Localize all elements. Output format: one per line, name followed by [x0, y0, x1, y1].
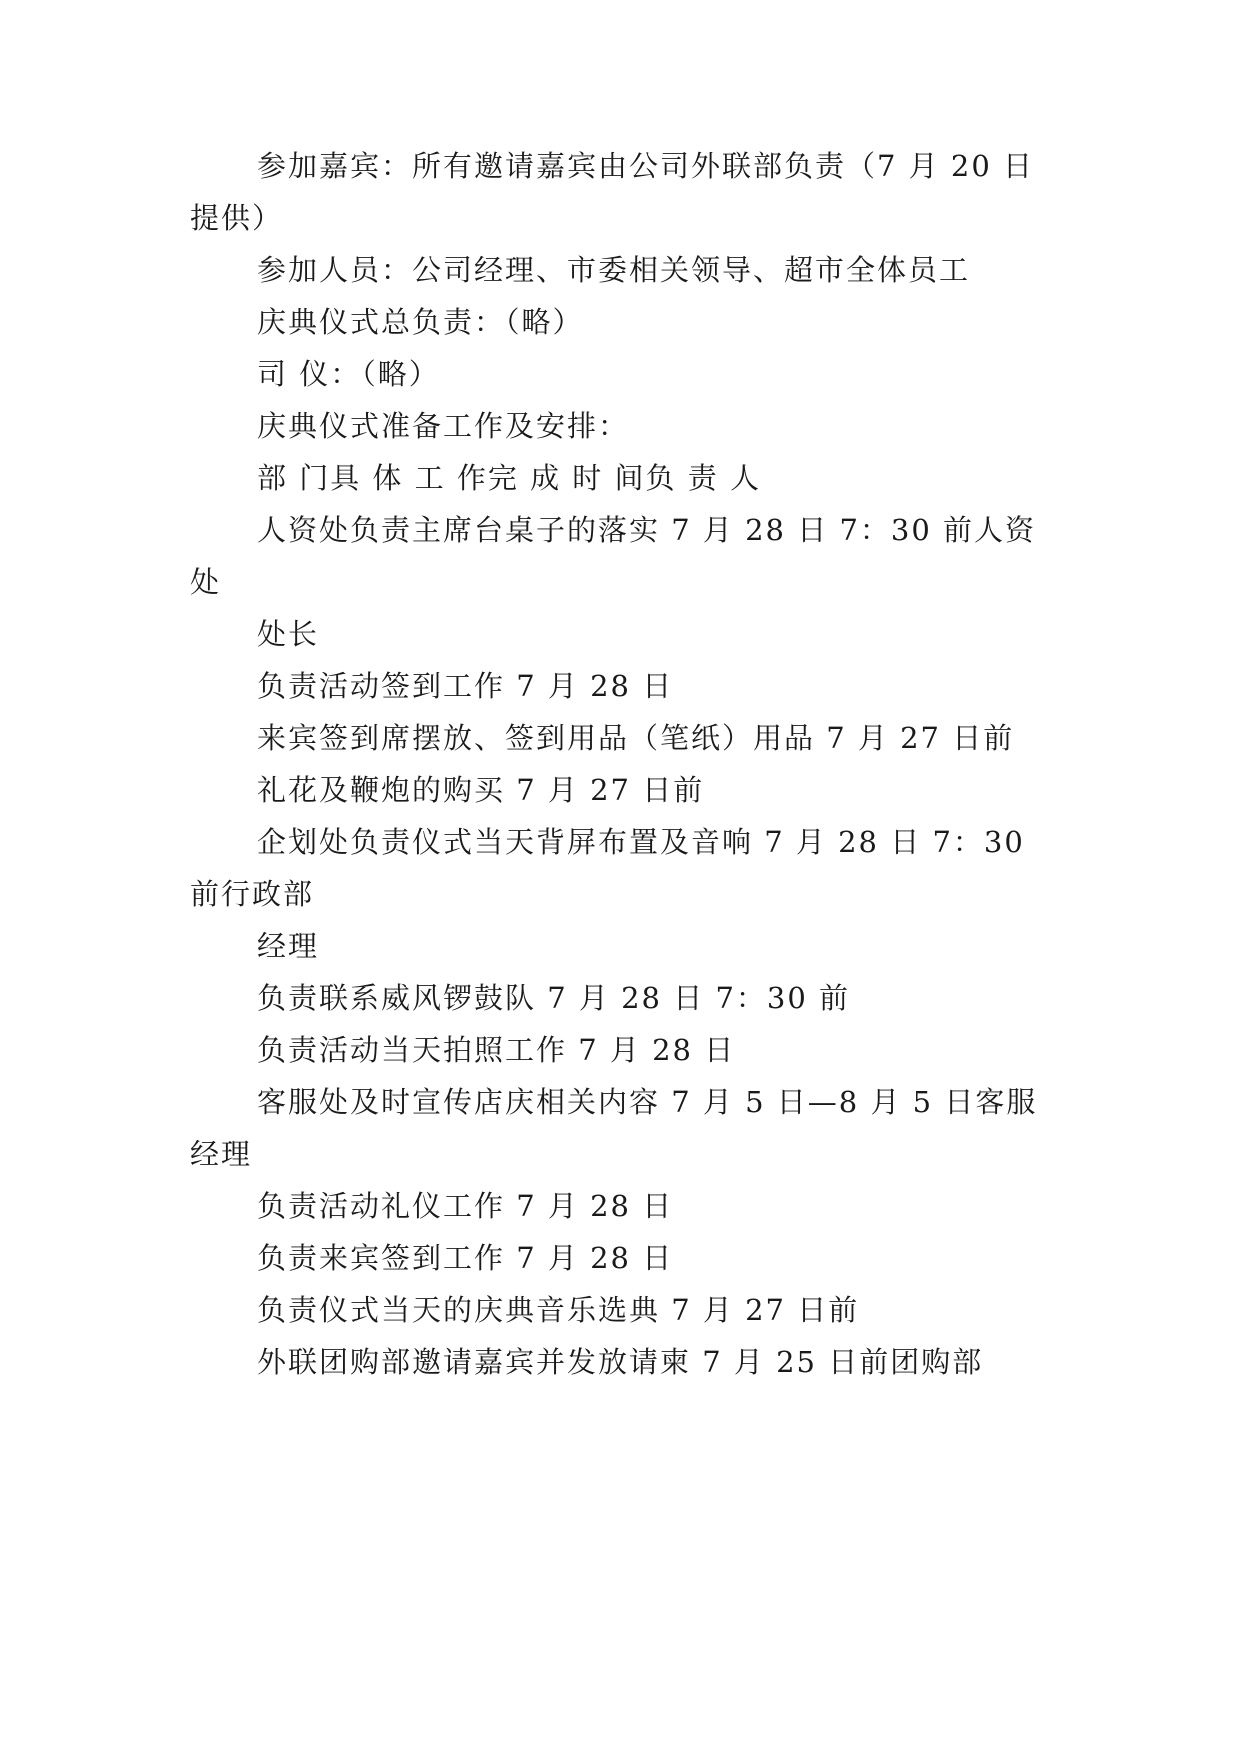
text-line-guest-signin: 负责来宾签到工作 7 月 28 日: [257, 1241, 674, 1275]
text-line-hr-task: 人资处负责主席台桌子的落实 7 月 28 日 7：30 前人资: [257, 513, 1037, 547]
text-line-guests-cont: 提供）: [190, 201, 284, 235]
text-line-signin-desk: 来宾签到席摆放、签到用品（笔纸）用品 7 月 27 日前: [257, 721, 1015, 755]
text-line-planning-task-cont: 前行政部: [190, 877, 315, 911]
text-line-customer-service-task: 客服处及时宣传店庆相关内容 7 月 5 日—8 月 5 日客服: [257, 1085, 1038, 1119]
text-line-ceremony-lead: 庆典仪式总负责：（略）: [257, 305, 584, 339]
text-line-customer-service-cont: 经理: [190, 1137, 253, 1171]
text-line-photography: 负责活动当天拍照工作 7 月 28 日: [257, 1033, 736, 1067]
text-line-drum-team: 负责联系威风锣鼓队 7 月 28 日 7：30 前: [257, 981, 851, 1015]
text-line-planning-task: 企划处负责仪式当天背屏布置及音响 7 月 28 日 7：30: [257, 825, 1025, 859]
text-line-signin-work: 负责活动签到工作 7 月 28 日: [257, 669, 674, 703]
text-line-invitations: 外联团购部邀请嘉宾并发放请柬 7 月 25 日前团购部: [257, 1345, 984, 1379]
text-line-hr-head: 处长: [257, 617, 320, 651]
text-line-guests: 参加嘉宾：所有邀请嘉宾由公司外联部负责（7 月 20 日: [257, 149, 1035, 183]
text-line-hr-task-cont: 处: [190, 565, 222, 599]
text-line-participants: 参加人员：公司经理、市委相关领导、超市全体员工: [257, 253, 971, 287]
text-line-etiquette: 负责活动礼仪工作 7 月 28 日: [257, 1189, 674, 1223]
text-line-music: 负责仪式当天的庆典音乐选典 7 月 27 日前: [257, 1293, 860, 1327]
text-line-fireworks: 礼花及鞭炮的购买 7 月 27 日前: [257, 773, 705, 807]
text-line-table-header: 部 门具 体 工 作完 成 时 间负 责 人: [257, 461, 761, 495]
text-line-emcee: 司 仪：（略）: [257, 357, 440, 391]
text-line-preparation-heading: 庆典仪式准备工作及安排：: [257, 409, 630, 443]
text-line-admin-manager: 经理: [257, 929, 320, 963]
